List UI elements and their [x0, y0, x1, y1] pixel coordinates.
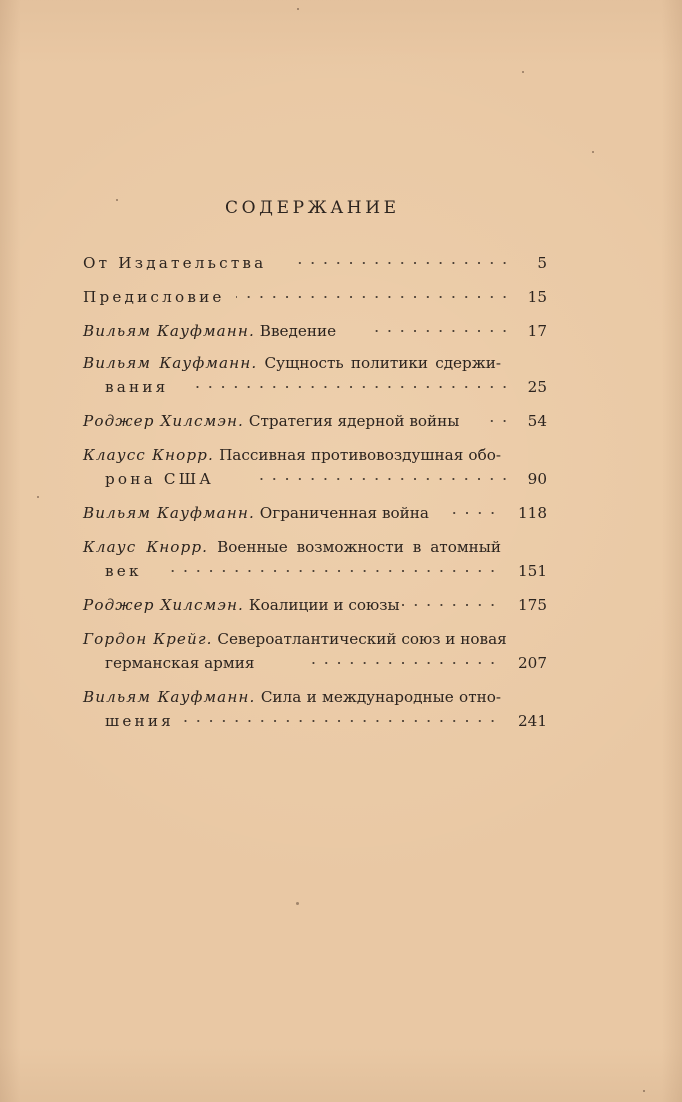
toc-entry[interactable] [83, 285, 547, 309]
toc-entry[interactable] [83, 535, 547, 583]
dot-leader [169, 569, 499, 573]
dot-leader [303, 661, 499, 665]
dot-leader [187, 385, 511, 389]
page-number: 118 [518, 504, 547, 522]
toc-entry[interactable] [83, 443, 547, 491]
chapter-title: Стратегия ядерной войны [248, 412, 460, 430]
toc-entry-line [83, 651, 547, 675]
chapter-title-continuation: вания [105, 378, 169, 396]
chapter-title: Пассивная противовоздушная обо- [219, 446, 501, 464]
chapter-title: Военные возможности в атомный [217, 538, 501, 556]
toc-entry-text [83, 322, 336, 340]
dot-leader [444, 511, 499, 515]
toc-entry-text [83, 351, 501, 375]
chapter-title: Североатлантический союз и новая [217, 630, 507, 648]
toc-entry-line [83, 251, 547, 275]
paper-speck [592, 151, 594, 153]
page-number: 151 [518, 562, 547, 580]
paper-speck [297, 8, 299, 10]
toc-entry-text [83, 596, 400, 614]
chapter-title: Сущность политики сдержи- [264, 354, 501, 372]
author-name: Вильям Кауфманн. [83, 354, 258, 372]
toc-entry[interactable] [83, 251, 547, 275]
chapter-title-continuation: век [105, 562, 142, 580]
dot-leader [236, 295, 511, 299]
toc-entry-line [83, 443, 501, 467]
toc-entry[interactable] [83, 351, 547, 399]
paper-speck [296, 902, 299, 905]
chapter-title-continuation: рона США [105, 470, 214, 488]
toc-entry[interactable] [83, 593, 547, 617]
toc-entry-line [83, 351, 501, 375]
author-name: Клаусс Кнорр. [83, 446, 214, 464]
dot-leader [257, 477, 511, 481]
toc-entry[interactable] [83, 409, 547, 433]
toc-entry-text [83, 443, 501, 467]
toc-entry-line [83, 501, 547, 525]
toc-entry-text: От Издательства [83, 254, 267, 272]
toc-entry-line [83, 285, 547, 309]
toc-entry-line [83, 709, 547, 733]
page-number: 5 [537, 254, 547, 272]
page-number: 90 [527, 470, 547, 488]
toc-entry-line [83, 627, 507, 651]
page-number: 207 [518, 654, 547, 672]
chapter-title: Ограниченная война [259, 504, 429, 522]
toc-entry-line [83, 375, 547, 399]
dot-leader [369, 329, 511, 333]
toc-entry[interactable] [83, 627, 547, 675]
dot-leader [294, 261, 511, 265]
paper-speck [37, 496, 39, 498]
dot-leader [401, 603, 499, 607]
page-number: 241 [518, 712, 547, 730]
paper-speck [522, 71, 524, 73]
author-name: Вильям Кауфманн. [83, 504, 255, 522]
page-number: 175 [518, 596, 547, 614]
toc-entry[interactable] [83, 685, 547, 733]
toc-entry-text [83, 535, 501, 559]
author-name: Вильям Кауфманн. [83, 688, 256, 706]
toc-entry-line [83, 467, 547, 491]
toc-entry-text [83, 685, 501, 709]
toc-entry-line [83, 319, 547, 343]
chapter-title: Введение [259, 322, 337, 340]
author-name: Роджер Хилсмэн. [83, 596, 244, 614]
toc-entry-text [83, 627, 507, 651]
toc-entry[interactable] [83, 501, 547, 525]
author-name: Вильям Кауфманн. [83, 322, 255, 340]
toc-entry-line [83, 409, 547, 433]
paper-speck [643, 1090, 645, 1092]
toc-entry-line [83, 535, 501, 559]
chapter-title: Сила и международные отно- [260, 688, 501, 706]
dot-leader [181, 719, 499, 723]
toc-entry-text [83, 412, 459, 430]
toc-entry-text: Предисловие [83, 288, 225, 306]
toc-entry-line [83, 559, 547, 583]
table-of-contents [83, 251, 547, 733]
page-number: 54 [527, 412, 547, 430]
chapter-title-continuation: германская армия [105, 654, 255, 672]
page-number: 25 [527, 378, 547, 396]
toc-entry[interactable] [83, 319, 547, 343]
chapter-title: Коалиции и союзы [248, 596, 400, 614]
toc-entry-text [83, 504, 429, 522]
toc-entry-line [83, 685, 501, 709]
author-name: Клаус Кнорр. [83, 538, 209, 556]
chapter-title-continuation: шения [105, 712, 174, 730]
author-name: Гордон Крейг. [83, 630, 213, 648]
paper-speck [116, 199, 118, 201]
contents-title: СОДЕРЖАНИЕ [225, 198, 400, 218]
toc-entry-line [83, 593, 547, 617]
page-number: 17 [527, 322, 547, 340]
author-name: Роджер Хилсмэн. [83, 412, 244, 430]
page-number: 15 [527, 288, 547, 306]
